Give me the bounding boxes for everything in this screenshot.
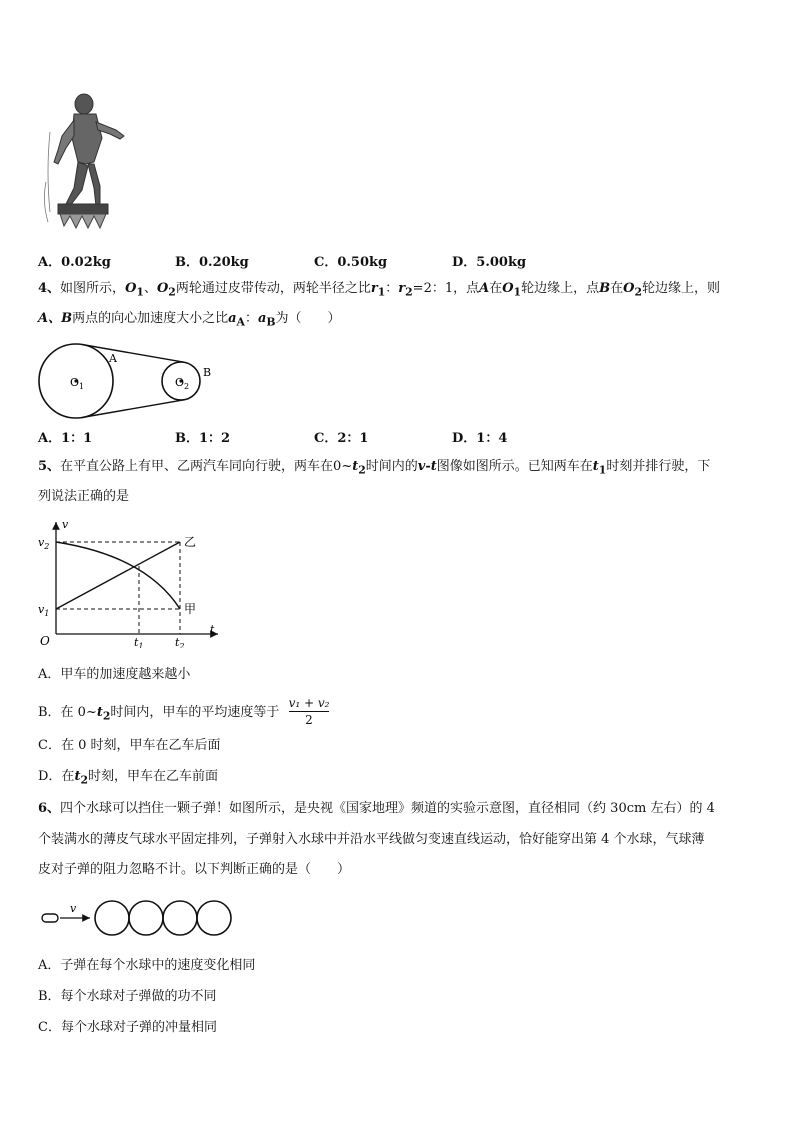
belt-top bbox=[82, 345, 184, 363]
origin-label: O bbox=[40, 634, 50, 648]
fraction-denominator: 2 bbox=[305, 713, 313, 727]
q4-option-d: D．1：4 bbox=[452, 431, 508, 446]
label-yi: 乙 bbox=[184, 535, 197, 549]
q5-option-c: C．在 0 时刻，甲车在乙车后面 bbox=[38, 738, 221, 753]
q6-stem-line2: 个装满水的薄皮气球水平固定排列，子弹射入水球中并沿水平线做匀变速直线运动，恰好能穿出第 4 个水球，气球薄 bbox=[38, 832, 705, 847]
belt-pulley-diagram bbox=[36, 336, 226, 422]
fraction-bar bbox=[289, 711, 329, 712]
q4-option-b: B．1：2 bbox=[175, 431, 231, 446]
line-yi bbox=[56, 542, 180, 609]
q6-stem-line1: 6、四个水球可以挡住一颗子弹！如图所示，是央视《国家地理》频道的实验示意图，直径相同（约 30cm 左右）的 4 bbox=[38, 801, 715, 816]
q4-stem-line1: 4、如图所示，$O_1$、$O_2$两轮通过皮带传动，两轮半径之比$r_1$：$r_2=2$：1，点A在$O_1$轮边缘上，点B在$O_2$轮边缘上，则 bbox=[38, 281, 721, 299]
q5-stem-line2: 列说法正确的是 bbox=[38, 489, 130, 504]
q3-option-a: A．0.02kg bbox=[38, 255, 111, 270]
t1-label: $t_1$ bbox=[134, 636, 144, 648]
q4-option-c: C．2：1 bbox=[314, 431, 369, 446]
q6-option-b: B．每个水球对子弹做的功不同 bbox=[38, 989, 217, 1004]
q6-option-c: C．每个水球对子弹的冲量相同 bbox=[38, 1020, 217, 1035]
q3-option-c: C．0.50kg bbox=[314, 255, 388, 270]
q3-option-b: B．0.20kg bbox=[175, 255, 249, 270]
water-ball-2 bbox=[129, 901, 163, 935]
q4-stem-line2: A、B两点的向心加速度大小之比$a_A$：$a_B$为（ ） bbox=[38, 311, 341, 329]
jetpack-rider-illustration bbox=[36, 92, 126, 232]
label-o1: $O_1$ bbox=[70, 376, 85, 391]
t-axis-label: t bbox=[210, 623, 215, 636]
q6-stem-line3: 皮对子弹的阻力忽略不计。以下判断正确的是（ ） bbox=[38, 862, 351, 877]
q5-option-a: A．甲车的加速度越来越小 bbox=[38, 667, 191, 682]
water-ball-4 bbox=[197, 901, 231, 935]
q5-stem-line1: 5、在平直公路上有甲、乙两汽车同向行驶，两车在$0\sim t_2$时间内的v-t图像如图所示。已知两车在$t_1$时刻并排行驶，下 bbox=[38, 459, 711, 477]
q5-option-d: D．在$t_2$时刻，甲车在乙车前面 bbox=[38, 769, 219, 787]
v2-label: $v_2$ bbox=[38, 536, 50, 551]
q6-option-a: A．子弹在每个水球中的速度变化相同 bbox=[38, 958, 256, 973]
fraction-numerator: v₁ + v₂ bbox=[288, 696, 330, 710]
v-axis-label: v bbox=[62, 518, 69, 531]
label-o2: $O_2$ bbox=[175, 376, 190, 391]
vt-graph bbox=[36, 516, 226, 648]
v1-label: $v_1$ bbox=[38, 603, 50, 618]
average-velocity-fraction bbox=[287, 696, 331, 727]
label-point-a: A bbox=[109, 352, 117, 365]
water-balloons-diagram bbox=[36, 896, 256, 942]
belt-bottom bbox=[82, 400, 184, 418]
label-point-b: B bbox=[203, 366, 212, 379]
t2-label: $t_2$ bbox=[175, 636, 185, 648]
velocity-label: v bbox=[70, 902, 77, 915]
q3-option-d: D．5.00kg bbox=[452, 255, 527, 270]
q4-option-a: A．1：1 bbox=[38, 431, 93, 446]
water-ball-1 bbox=[95, 901, 129, 935]
q5-option-b: B．在 $0\sim t_2$时间内，甲车的平均速度等于 bbox=[38, 705, 280, 723]
water-ball-3 bbox=[163, 901, 197, 935]
label-jia: 甲 bbox=[184, 602, 197, 616]
bullet-icon bbox=[42, 914, 58, 922]
